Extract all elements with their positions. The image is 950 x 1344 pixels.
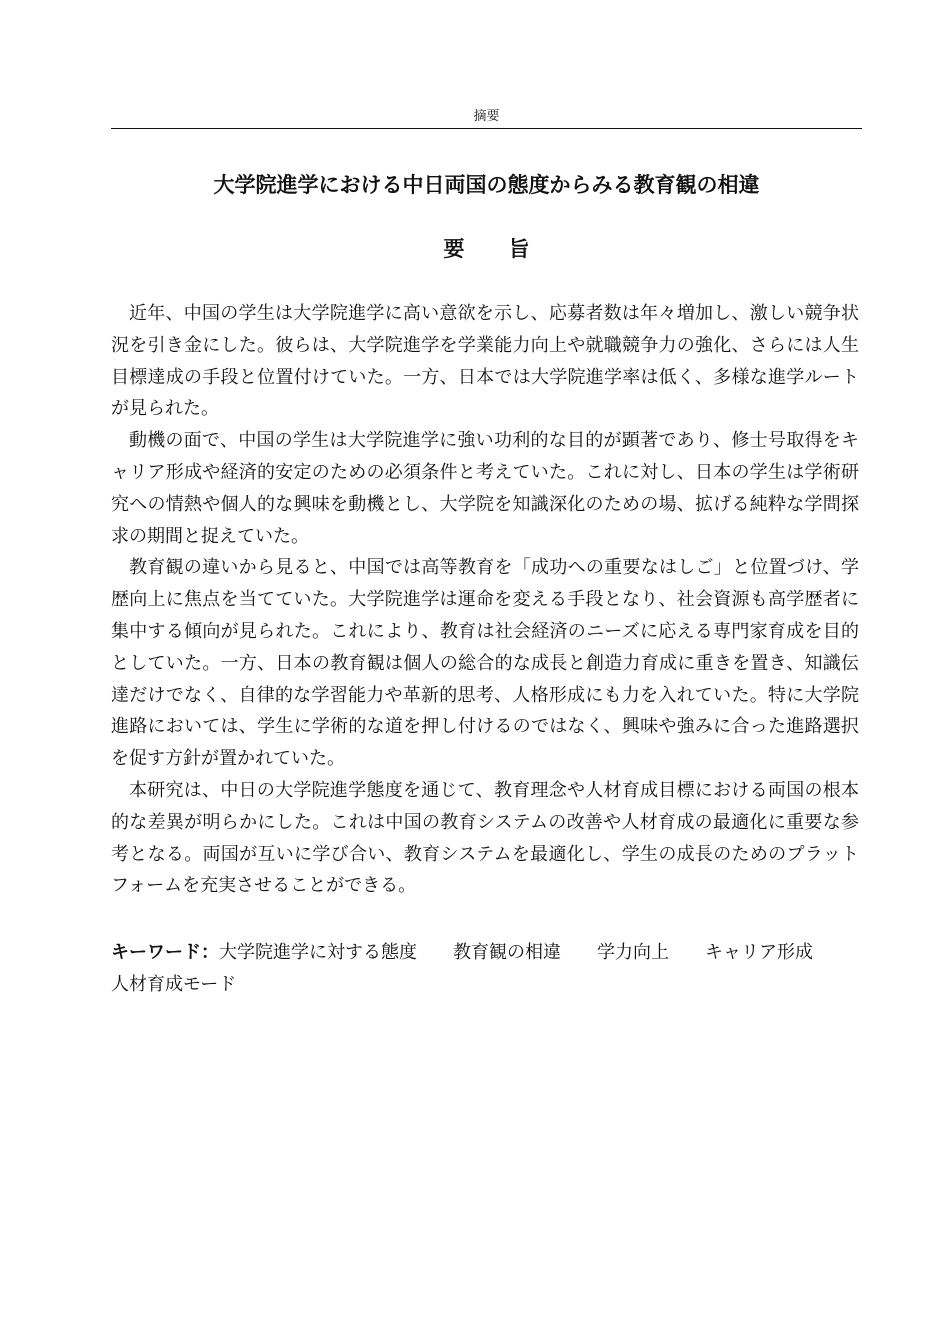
keyword-item: 教育観の相違: [453, 942, 561, 963]
abstract-heading-char-1: 要: [443, 236, 465, 261]
abstract-paragraph-4: 本研究は、中日の大学院進学態度を通じて、教育理念や人材育成目標における両国の根本的な差異が明らかにした。これは中国の教育システムの改善や人材育成の最適化に重要な参考となる。両国が互いに学び合い、教育システムを最適化し、学生の成長のためのプラットフォームを充実させることができる。: [111, 779, 859, 897]
abstract-body: [111, 298, 859, 902]
keyword-item: キャリア形成: [705, 942, 813, 963]
header-rule: [111, 128, 862, 129]
keyword-item: 人材育成モード: [111, 973, 237, 995]
keywords-block: [111, 937, 859, 1001]
abstract-paragraph-2: 動機の面で、中国の学生は大学院進学に強い功利的な目的が顕著であり、修士号取得をキャリア形成や経済的安定のための必須条件と考えていた。これに対し、日本の学生は学術研究への情熱や個人的な興味を動機とし、大学院を知識深化のための場、拡げる純粋な学問探求の期間と捉えていた。: [111, 430, 859, 547]
abstract-heading: [111, 234, 862, 264]
keyword-item: 大学院進学に対する態度: [219, 942, 417, 963]
paper-title: 大学院進学における中日両国の態度からみる教育観の相違: [213, 172, 760, 197]
abstract-paragraph-1: 近年、中国の学生は大学院進学に高い意欲を示し、応募者数は年々増加し、激しい競争状況を引き金にした。彼らは、大学院進学を学業能力向上や就職競争力の強化、さらには人生目標達成の手段と位置付けていた。一方、日本では大学院進学率は低く、多様な進学ルートが見られた。: [111, 303, 859, 420]
abstract-heading-char-2: 旨: [508, 236, 530, 261]
keyword-item: 学力向上: [597, 942, 669, 963]
keywords-label: キーワード：: [111, 942, 219, 963]
running-head: 摘要: [473, 109, 500, 124]
abstract-paragraph-3: 教育観の違いから見ると、中国では高等教育を「成功への重要なはしご」と位置づけ、学歴向上に焦点を当てていた。大学院進学は運命を変える手段となり、社会資源も高学歴者に集中する傾向が見られた。これにより、教育は社会経済のニーズに応える専門家育成を目的としていた。一方、日本の教育観は個人の総合的な成長と創造力育成に重きを置き、知識伝達だけでなく、自律的な学習能力や革新的思考、人格形成にも力を入れていた。特に大学院進路においては、学生に学術的な道を押し付けるのではなく、興味や強みに合った進路選択を促す方針が置かれていた。: [111, 557, 859, 770]
